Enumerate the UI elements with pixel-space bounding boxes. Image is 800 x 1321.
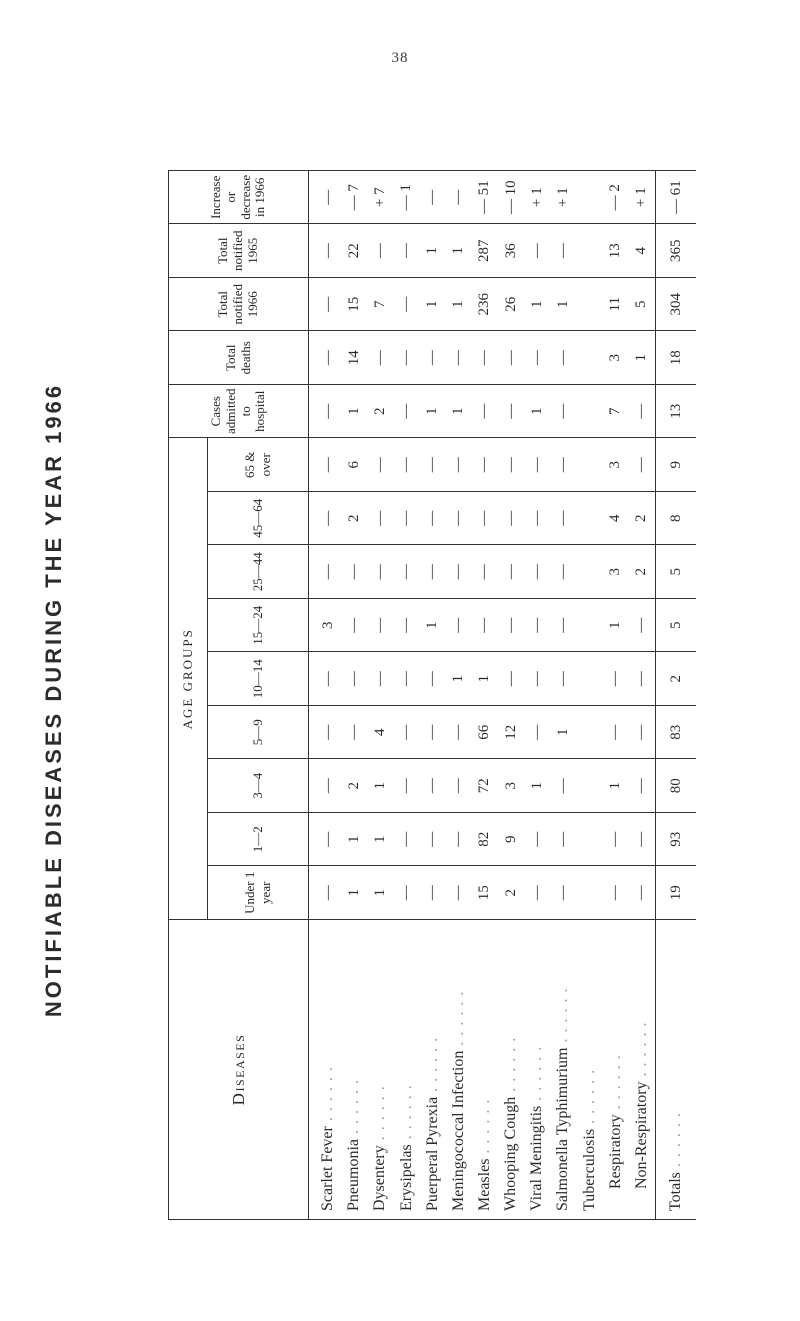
- table-cell: —: [629, 652, 656, 706]
- table-cell: [576, 385, 602, 439]
- table-cell: —: [420, 866, 446, 920]
- table-cell: —: [367, 492, 393, 546]
- table-cell: —: [420, 813, 446, 867]
- disease-label: Tuberculosis: [580, 1128, 598, 1211]
- table-cell: —: [498, 438, 524, 492]
- table-cell: [576, 813, 602, 867]
- disease-name: Dysentery . . . . . .: [367, 920, 393, 1220]
- table-cell: —: [420, 492, 446, 546]
- table-cell: —: [420, 545, 446, 599]
- table-cell: —: [309, 706, 342, 760]
- disease-name: Pneumonia . . . . . .: [341, 920, 367, 1220]
- totals-label: Totals . . . . . .: [656, 920, 697, 1220]
- table-cell: —: [472, 438, 498, 492]
- table-cell: —: [393, 866, 419, 920]
- table-cell: —: [420, 171, 446, 225]
- table-cell: — 51: [472, 171, 498, 225]
- table-cell: 3: [603, 438, 629, 492]
- table-cell: 1: [341, 385, 367, 439]
- table-cell: 1: [367, 866, 393, 920]
- table-cell: [576, 599, 602, 653]
- table-cell: —: [446, 759, 472, 813]
- side-title-text: NOTIFIABLE DISEASES DURING THE YEAR 1966: [41, 382, 66, 1018]
- table-cell: —: [446, 438, 472, 492]
- table-cell: —: [393, 438, 419, 492]
- table-cell: —: [629, 759, 656, 813]
- disease-label: Puerperal Pyrexia: [423, 1096, 441, 1211]
- table-cell: 1: [367, 813, 393, 867]
- table-row: [472, 171, 498, 1220]
- total-cell: 9: [656, 438, 697, 492]
- table-cell: —: [341, 706, 367, 760]
- disease-name: Measles . . . . . .: [472, 920, 498, 1220]
- table-cell: [576, 545, 602, 599]
- table-cell: —: [309, 171, 342, 225]
- table-cell: 1: [524, 278, 550, 332]
- table-cell: 2: [341, 492, 367, 546]
- table-cell: 3: [498, 759, 524, 813]
- table-cell: —: [550, 866, 576, 920]
- disease-label: Salmonella Typhimurium: [554, 1047, 572, 1211]
- table-cell: —: [420, 331, 446, 385]
- table-cell: —: [446, 171, 472, 225]
- table-cell: [576, 652, 602, 706]
- table-cell: —: [629, 813, 656, 867]
- table-cell: —: [309, 866, 342, 920]
- table-cell: 66: [472, 706, 498, 760]
- total-cell: 8: [656, 492, 697, 546]
- table-cell: —: [393, 492, 419, 546]
- table-cell: + 7: [367, 171, 393, 225]
- table-cell: + 1: [629, 171, 656, 225]
- age-header-1-2: 1—2: [208, 813, 309, 867]
- table-cell: —: [393, 759, 419, 813]
- table-cell: —: [550, 652, 576, 706]
- table-cell: 1: [629, 331, 656, 385]
- table-cell: 72: [472, 759, 498, 813]
- table-row: [603, 171, 629, 1220]
- table-cell: —: [524, 706, 550, 760]
- table-cell: —: [629, 385, 656, 439]
- table-cell: —: [446, 599, 472, 653]
- table-cell: —: [420, 706, 446, 760]
- disease-label: Meningococcal Infection: [449, 1050, 467, 1211]
- table-cell: —: [309, 492, 342, 546]
- table-cell: —: [603, 866, 629, 920]
- table-cell: —: [309, 759, 342, 813]
- table-cell: —: [393, 224, 419, 278]
- table-cell: —: [309, 224, 342, 278]
- table-cell: —: [524, 813, 550, 867]
- table-cell: —: [309, 438, 342, 492]
- table-cell: — 7: [341, 171, 367, 225]
- table-cell: 26: [498, 278, 524, 332]
- table-cell: —: [309, 385, 342, 439]
- table-cell: 1: [446, 224, 472, 278]
- disease-label: Scarlet Fever: [319, 1126, 337, 1211]
- disease-name: Viral Meningitis . . . . . .: [524, 920, 550, 1220]
- table-cell: 1: [603, 759, 629, 813]
- table-cell: —: [341, 652, 367, 706]
- table-cell: —: [420, 759, 446, 813]
- table-cell: —: [367, 438, 393, 492]
- table-cell: —: [550, 224, 576, 278]
- table-cell: —: [472, 599, 498, 653]
- table-row: [446, 171, 472, 1220]
- table-cell: —: [550, 331, 576, 385]
- table-cell: —: [341, 599, 367, 653]
- table-cell: —: [446, 813, 472, 867]
- table-cell: —: [420, 652, 446, 706]
- disease-label: Viral Meningitis: [528, 1105, 546, 1211]
- table-cell: —: [341, 545, 367, 599]
- table-cell: [576, 171, 602, 225]
- age-header-65-over: 65 & over: [208, 438, 309, 492]
- table-cell: 15: [341, 278, 367, 332]
- disease-name: Non-Respiratory . . . . . .: [629, 920, 656, 1220]
- table-cell: —: [367, 545, 393, 599]
- table-row: [309, 171, 342, 1220]
- table-cell: [576, 331, 602, 385]
- table-cell: —: [309, 278, 342, 332]
- table-cell: 2: [629, 545, 656, 599]
- age-header-15-24: 15—24: [208, 599, 309, 653]
- total-cell: 2: [656, 652, 697, 706]
- table-cell: —: [603, 706, 629, 760]
- table-cell: —: [524, 866, 550, 920]
- total-cell: 304: [656, 278, 697, 332]
- table-cell: —: [524, 545, 550, 599]
- table-cell: —: [629, 599, 656, 653]
- table-cell: — 1: [393, 171, 419, 225]
- table-cell: —: [550, 492, 576, 546]
- table-cell: —: [550, 438, 576, 492]
- total-cell: — 61: [656, 171, 697, 225]
- table-cell: —: [393, 545, 419, 599]
- table-cell: —: [472, 545, 498, 599]
- notifiable-diseases-table: [168, 170, 696, 1220]
- table-cell: 1: [603, 599, 629, 653]
- table-cell: 82: [472, 813, 498, 867]
- table-cell: 2: [629, 492, 656, 546]
- disease-label: Whooping Cough: [502, 1096, 520, 1211]
- totals-row: [656, 171, 697, 1220]
- total-cell: 365: [656, 224, 697, 278]
- table-cell: [576, 706, 602, 760]
- total-cell: 80: [656, 759, 697, 813]
- table-cell: —: [498, 599, 524, 653]
- total-cell: 18: [656, 331, 697, 385]
- age-header-5-9: 5—9: [208, 706, 309, 760]
- table-cell: 236: [472, 278, 498, 332]
- disease-name: Erysipelas . . . . . .: [393, 920, 419, 1220]
- table-cell: 1: [524, 759, 550, 813]
- table-cell: 1: [420, 224, 446, 278]
- table-cell: 1: [446, 652, 472, 706]
- disease-label: Measles: [475, 1158, 493, 1211]
- table-cell: [576, 492, 602, 546]
- table-cell: 7: [367, 278, 393, 332]
- hospital-header: Cases admitted to hospital: [169, 385, 309, 439]
- table-cell: [576, 438, 602, 492]
- table-row: [498, 171, 524, 1220]
- age-header-10-14: 10—14: [208, 652, 309, 706]
- total-cell: 93: [656, 813, 697, 867]
- table-cell: 5: [629, 278, 656, 332]
- table-cell: —: [446, 331, 472, 385]
- table-cell: —: [498, 545, 524, 599]
- diseases-column-header: Diseases: [169, 920, 309, 1220]
- age-header-under-1: Under 1 year: [208, 866, 309, 920]
- age-header-25-44: 25—44: [208, 545, 309, 599]
- disease-label: Dysentery: [371, 1145, 389, 1211]
- table-cell: —: [309, 545, 342, 599]
- disease-label: Respiratory: [606, 1114, 624, 1189]
- table-cell: 1: [446, 278, 472, 332]
- table-cell: 1: [420, 599, 446, 653]
- table-cell: 1: [446, 385, 472, 439]
- total-cell: 19: [656, 866, 697, 920]
- table-cell: —: [472, 385, 498, 439]
- table-cell: 287: [472, 224, 498, 278]
- table-cell: —: [498, 385, 524, 439]
- table-cell: —: [498, 331, 524, 385]
- table-cell: 1: [341, 813, 367, 867]
- table-cell: —: [524, 492, 550, 546]
- table-cell: 3: [309, 599, 342, 653]
- table-cell: —: [393, 706, 419, 760]
- table-cell: 1: [524, 385, 550, 439]
- table-cell: + 1: [550, 171, 576, 225]
- table-cell: —: [498, 652, 524, 706]
- table-cell: —: [393, 599, 419, 653]
- table-cell: + 1: [524, 171, 550, 225]
- table-cell: —: [603, 652, 629, 706]
- table-cell: —: [309, 331, 342, 385]
- disease-label: Non-Respiratory: [632, 1081, 650, 1189]
- table-cell: 3: [603, 331, 629, 385]
- table-row: [367, 171, 393, 1220]
- table-cell: —: [393, 385, 419, 439]
- table-cell: 2: [498, 866, 524, 920]
- table-cell: —: [309, 813, 342, 867]
- table-cell: —: [367, 599, 393, 653]
- table-cell: 7: [603, 385, 629, 439]
- table-cell: —: [550, 385, 576, 439]
- table-cell: 9: [498, 813, 524, 867]
- side-title: [32, 200, 76, 1200]
- disease-name: Whooping Cough . . . . . .: [498, 920, 524, 1220]
- table-cell: —: [603, 813, 629, 867]
- table-cell: —: [524, 224, 550, 278]
- table-cell: 1: [341, 866, 367, 920]
- table-cell: 6: [341, 438, 367, 492]
- disease-name: Scarlet Fever . . . . . .: [309, 920, 342, 1220]
- table-cell: —: [367, 652, 393, 706]
- table-cell: 1: [420, 385, 446, 439]
- table-cell: —: [550, 599, 576, 653]
- table-cell: 1: [550, 278, 576, 332]
- table-cell: 2: [341, 759, 367, 813]
- total-cell: 5: [656, 599, 697, 653]
- table-cell: [576, 278, 602, 332]
- age-header-45-64: 45—64: [208, 492, 309, 546]
- table-cell: —: [550, 813, 576, 867]
- table-cell: —: [446, 545, 472, 599]
- disease-label: Pneumonia: [345, 1139, 363, 1211]
- total-cell: 83: [656, 706, 697, 760]
- table-cell: 1: [550, 706, 576, 760]
- table-cell: — 2: [603, 171, 629, 225]
- table-cell: —: [393, 331, 419, 385]
- table-cell: 15: [472, 866, 498, 920]
- table-cell: —: [498, 492, 524, 546]
- total-cell: 5: [656, 545, 697, 599]
- table-row: [341, 171, 367, 1220]
- table-cell: —: [550, 759, 576, 813]
- table-row: [393, 171, 419, 1220]
- deaths-header: Total deaths: [169, 331, 309, 385]
- table-cell: —: [367, 331, 393, 385]
- table-cell: 12: [498, 706, 524, 760]
- table-cell: [576, 866, 602, 920]
- table-cell: 3: [603, 545, 629, 599]
- table-cell: [576, 759, 602, 813]
- table-body: [309, 171, 656, 1220]
- table-cell: 4: [603, 492, 629, 546]
- table-cell: —: [446, 706, 472, 760]
- disease-name: Respiratory . . . . . .: [603, 920, 629, 1220]
- table-cell: 4: [367, 706, 393, 760]
- table-cell: —: [446, 492, 472, 546]
- table-cell: —: [550, 545, 576, 599]
- table-cell: 11: [603, 278, 629, 332]
- table-cell: —: [629, 866, 656, 920]
- disease-name: Meningococcal Infection . . . . . .: [446, 920, 472, 1220]
- table-cell: —: [629, 706, 656, 760]
- notified-1966-header: Total notified 1966: [169, 278, 309, 332]
- disease-name: Puerperal Pyrexia . . . . . .: [420, 920, 446, 1220]
- table-cell: 14: [341, 331, 367, 385]
- notified-1965-header: Total notified 1965: [169, 224, 309, 278]
- page-number: 38: [391, 50, 409, 66]
- table-cell: —: [472, 492, 498, 546]
- table-cell: 36: [498, 224, 524, 278]
- table-cell: —: [309, 652, 342, 706]
- table-row: [524, 171, 550, 1220]
- table-cell: —: [472, 331, 498, 385]
- table-cell: —: [524, 438, 550, 492]
- disease-label: Erysipelas: [397, 1144, 415, 1211]
- table-cell: 22: [341, 224, 367, 278]
- table-row: [629, 171, 656, 1220]
- disease-name: Tuberculosis . . . . . .: [576, 920, 602, 1220]
- diseases-table-grid: [168, 170, 696, 1220]
- table-row: [550, 171, 576, 1220]
- age-groups-header: AGE GROUPS: [169, 438, 208, 920]
- table-cell: —: [446, 866, 472, 920]
- table-cell: — 10: [498, 171, 524, 225]
- total-cell: 13: [656, 385, 697, 439]
- table-cell: 2: [367, 385, 393, 439]
- table-cell: —: [393, 813, 419, 867]
- table-cell: 1: [420, 278, 446, 332]
- table-cell: 1: [367, 759, 393, 813]
- table-cell: —: [367, 224, 393, 278]
- table-cell: —: [393, 652, 419, 706]
- table-cell: —: [524, 652, 550, 706]
- table-cell: —: [420, 438, 446, 492]
- table-cell: 1: [472, 652, 498, 706]
- disease-name: Salmonella Typhimurium . . . . . .: [550, 920, 576, 1220]
- table-cell: 13: [603, 224, 629, 278]
- table-cell: [576, 224, 602, 278]
- table-row: [576, 171, 602, 1220]
- table-cell: 4: [629, 224, 656, 278]
- change-header: Increase or decrease in 1966: [169, 171, 309, 225]
- table-cell: —: [393, 278, 419, 332]
- age-header-3-4: 3—4: [208, 759, 309, 813]
- table-cell: —: [524, 599, 550, 653]
- table-cell: —: [524, 331, 550, 385]
- table-cell: —: [629, 438, 656, 492]
- table-row: [420, 171, 446, 1220]
